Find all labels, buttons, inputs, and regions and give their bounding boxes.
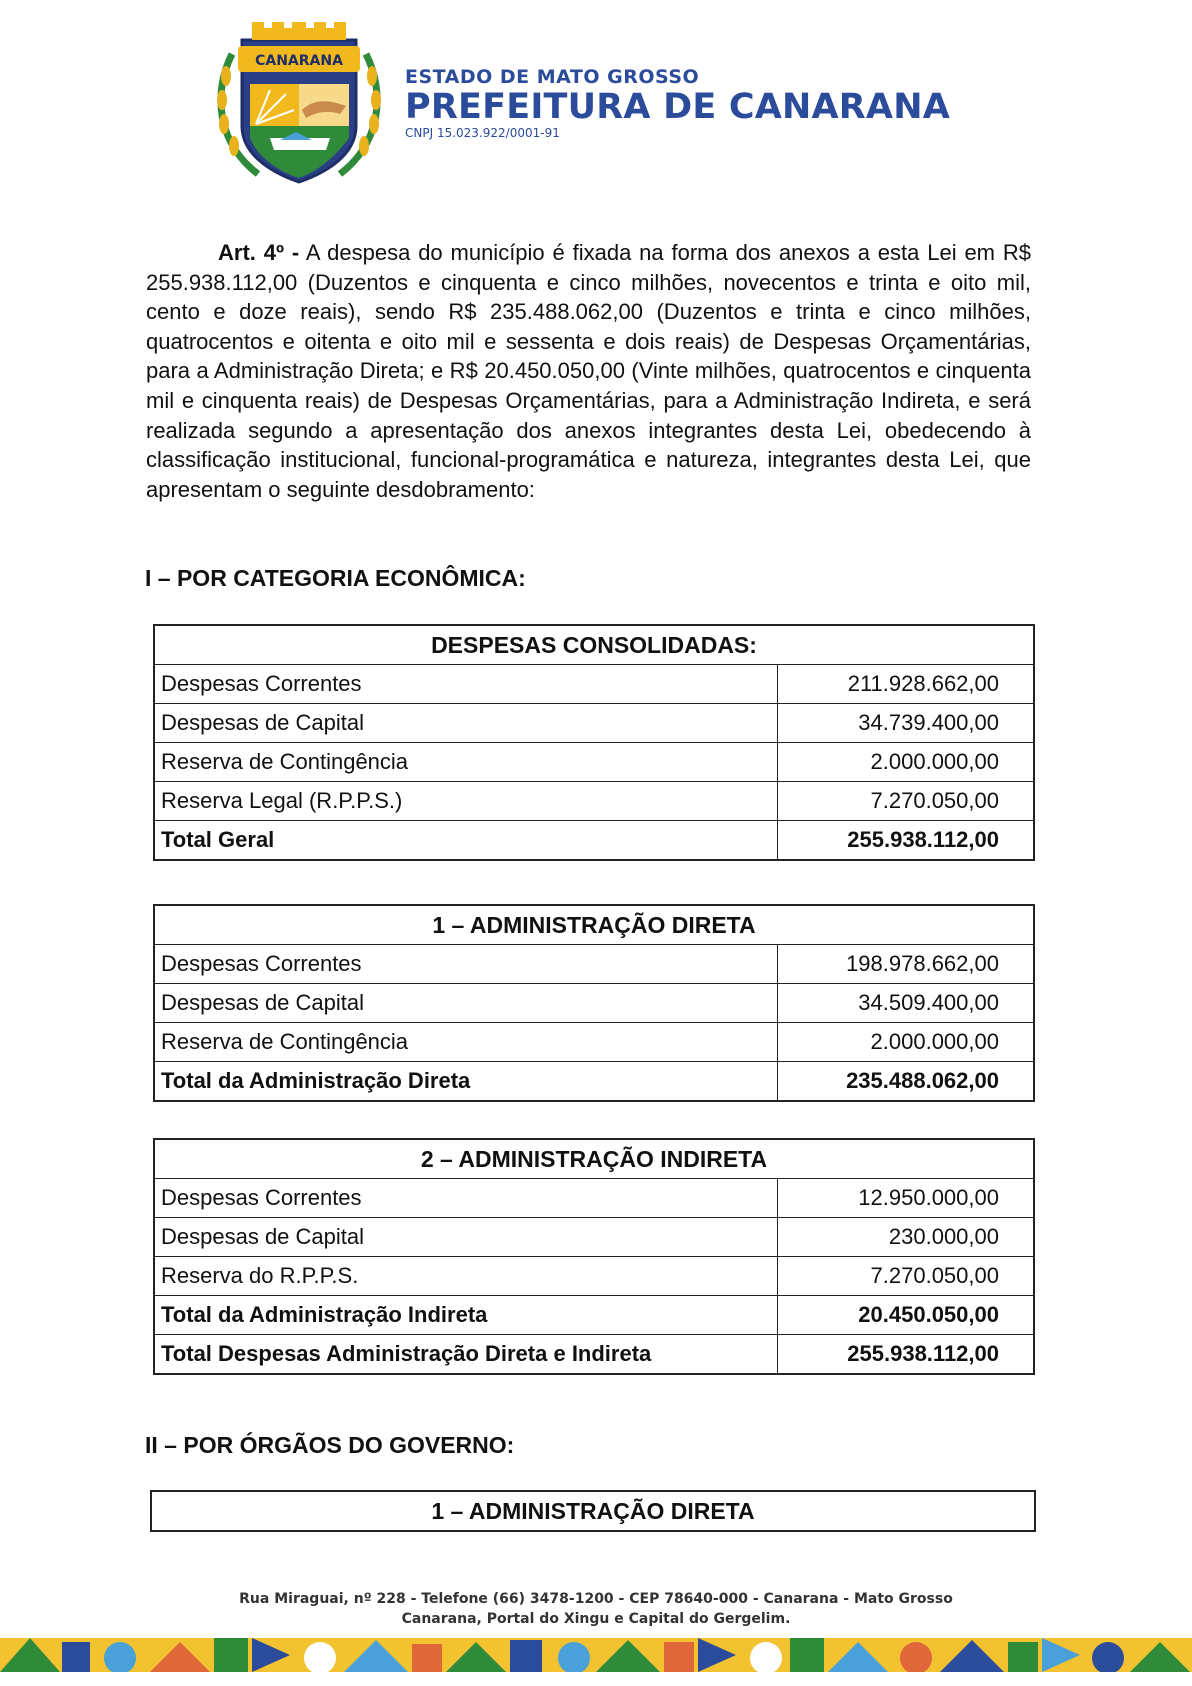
footer-slogan: Canarana, Portal do Xingu e Capital do Gergelim. (401, 1611, 791, 1627)
table-row (154, 1023, 1034, 1062)
row-value: 34.739.400,00 (778, 704, 1035, 743)
table-row-total (154, 1296, 1034, 1335)
table-header: DESPESAS CONSOLIDADAS: (154, 625, 1034, 665)
table-administracao-indireta (153, 1138, 1035, 1375)
brand-block (405, 66, 950, 140)
row-value: 230.000,00 (778, 1218, 1035, 1257)
row-label: Reserva de Contingência (154, 1023, 778, 1062)
article-4 (146, 238, 1031, 504)
svg-text:CANARANA: CANARANA (255, 53, 343, 69)
row-label: Total Despesas Administração Direta e Indireta (154, 1335, 778, 1375)
row-value: 7.270.050,00 (778, 782, 1035, 821)
table-row-total (154, 1062, 1034, 1102)
article-text: A despesa do município é fixada na forma dos anexos a esta Lei em R$ 255.938.112,00 (Duzentos e cinquenta e cinco milhões, novecentos e trinta e oito mil, cento e doze reais), sendo R$ 235.488.062,00 (Duzentos e trinta e cinco milhões, quatrocentos e oitenta e oito mil e sessenta e dois reais) de Despesas Orçamentárias, para a Administração Direta; e R$ 20.450.050,00 (Vinte milhões, quatrocentos e cinquenta mil e cinquenta reais) de Despesas Orçamentárias, para a Administração Indireta, e será realizada segundo a apresentação dos anexos integrantes desta Lei, obedecendo à classificação institucional, funcional-programática e natureza, integrantes desta Lei, que apresentam o seguinte desdobramento: (146, 240, 1031, 502)
row-label: Total da Administração Indireta (154, 1296, 778, 1335)
row-label: Total da Administração Direta (154, 1062, 778, 1102)
article-label: Art. 4º - (218, 240, 300, 265)
row-value: 198.978.662,00 (778, 945, 1035, 984)
row-value: 34.509.400,00 (778, 984, 1035, 1023)
table-row (154, 1218, 1034, 1257)
state-name: ESTADO DE MATO GROSSO (405, 66, 700, 88)
page-footer (0, 1589, 1192, 1629)
row-label: Despesas de Capital (154, 984, 778, 1023)
row-label: Despesas de Capital (154, 704, 778, 743)
table-row (154, 782, 1034, 821)
table-orgaos-direta (150, 1490, 1036, 1532)
row-value: 235.488.062,00 (778, 1062, 1035, 1102)
prefeitura-name: PREFEITURA DE CANARANA (405, 87, 950, 127)
table-header: 1 – ADMINISTRAÇÃO DIRETA (154, 905, 1034, 945)
table-row (154, 704, 1034, 743)
row-label: Reserva de Contingência (154, 743, 778, 782)
row-label: Total Geral (154, 821, 778, 861)
row-value: 255.938.112,00 (778, 1335, 1035, 1375)
row-value: 211.928.662,00 (778, 665, 1035, 704)
section-title-orgaos: II – POR ÓRGÃOS DO GOVERNO: (145, 1432, 515, 1458)
table-row-total (154, 821, 1034, 861)
table-row (154, 945, 1034, 984)
table-row (154, 984, 1034, 1023)
page-header (0, 0, 1192, 200)
row-label: Despesas Correntes (154, 665, 778, 704)
table-despesas-consolidadas (153, 624, 1035, 861)
table-row (154, 743, 1034, 782)
canarana-crest-icon (210, 14, 388, 190)
row-value: 20.450.050,00 (778, 1296, 1035, 1335)
table-row (154, 1179, 1034, 1218)
row-label: Reserva Legal (R.P.P.S.) (154, 782, 778, 821)
table-row (154, 1257, 1034, 1296)
row-label: Despesas Correntes (154, 945, 778, 984)
table-row (154, 665, 1034, 704)
decorative-pattern-stripe (0, 1638, 1192, 1672)
section-title-categoria: I – POR CATEGORIA ECONÔMICA: (145, 565, 526, 591)
row-value: 255.938.112,00 (778, 821, 1035, 861)
row-value: 12.950.000,00 (778, 1179, 1035, 1218)
row-label: Despesas Correntes (154, 1179, 778, 1218)
row-label: Despesas de Capital (154, 1218, 778, 1257)
table-header: 2 – ADMINISTRAÇÃO INDIRETA (154, 1139, 1034, 1179)
row-value: 7.270.050,00 (778, 1257, 1035, 1296)
table-row-grand-total (154, 1335, 1034, 1375)
footer-address: Rua Miraguai, nº 228 - Telefone (66) 3478-1200 - CEP 78640-000 - Canarana - Mato Grosso (239, 1591, 953, 1607)
table-administracao-direta (153, 904, 1035, 1102)
row-value: 2.000.000,00 (778, 1023, 1035, 1062)
row-label: Reserva do R.P.P.S. (154, 1257, 778, 1296)
table-header: 1 – ADMINISTRAÇÃO DIRETA (151, 1491, 1035, 1531)
cnpj: CNPJ 15.023.922/0001-91 (405, 126, 560, 140)
row-value: 2.000.000,00 (778, 743, 1035, 782)
